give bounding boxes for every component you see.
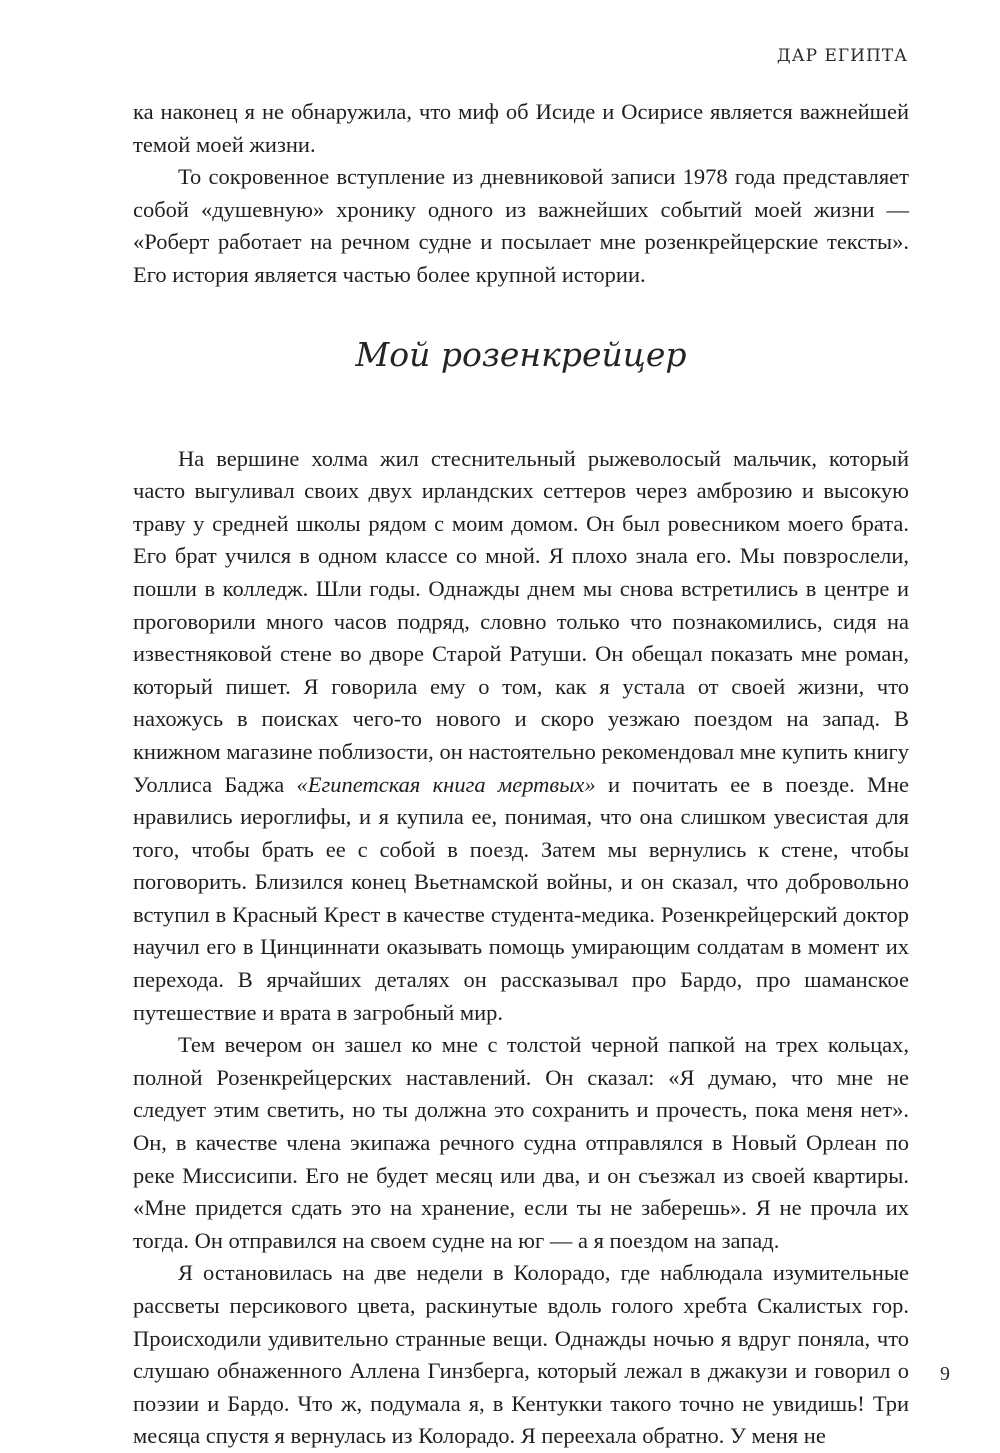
paragraph-black-folder: Тем вечером он зашел ко мне с толстой черной папкой на трех кольцах, полной Розенкрейцерских наставлений. Он сказал: «Я думаю, что мне не следует этим светить, но ты должна это сохранить и прочесть, пока меня нет». Он, в качестве члена экипажа речного судна отправлялся в Новый Орлеан по реке Миссисипи. Его не будет месяц или два, и он съезжал из своей квартиры. «Мне придется сдать это на хранение, если ты не заберешь». Я не прочла их тогда. Он отправился на своем судне на юг — а я поездом на запад. (133, 1032, 909, 1253)
paragraph-text: На вершине холма жил стеснительный рыжеволосый мальчик, который часто выгуливал своих двух ирландских сеттеров через амброзию и высокую траву у средней школы рядом с моим домом. Он был ровесником моего брата. Его брат учился в одном классе со мной. Я плохо знала его. Мы повзрослели, пошли в колледж. Шли годы. Однажды днем мы снова встретились в центре и проговорили много часов подряд, словно только что познакомились, сидя на известняковой стене во дворе Старой Ратуши. Он обещал показать мне роман, который пишет. Я говорила ему о том, как я устала от своей жизни, что нахожусь в поисках чего-то нового и скоро уезжаю поездом на запад. В книжном магазине поблизости, он настоятельно рекомендовал мне купить книгу Уоллиса Баджа (133, 445, 909, 797)
section-spacer (133, 417, 909, 443)
running-head: ДАР ЕГИПТА (776, 46, 908, 66)
book-title: «Египетская книга мертвых» (296, 771, 596, 797)
section-title: Мой розенкрейцер (355, 334, 687, 374)
page-number: 9 (940, 1363, 950, 1385)
paragraph-diary-entry: То сокровенное вступление из дневниковой записи 1978 года представляет собой «душевную» хронику одного из важнейших событий моей жизни — «Роберт работает на речном судне и посылает мне розенкрейцерские тексты». Его история является частью более крупной истории. (133, 164, 909, 287)
paragraph-colorado: Я остановилась на две недели в Колорадо, где наблюдала изумительные рассветы персикового цвета, раскинутые вдоль голого хребта Скалистых гор. Происходили удивительно странные вещи. Однажды ночью я вдруг поняла, что слушаю обнаженного Аллена Гинзберга, который лежал в джакузи и говорил о поэзии и Бардо. Что ж, подумала я, в Кентукки такого точно не увидишь! Три месяца спустя я вернулась из Колорадо. Я переехала обратно. У меня не (133, 1260, 909, 1449)
paragraph-hilltop-boy (133, 443, 909, 1030)
page-body (133, 96, 909, 1453)
paragraph-text: и почитать ее в поезде. Мне нравились иероглифы, и я купила ее, понимая, что она слишком увесистая для того, чтобы брать ее с собой в поезд. Затем мы вернулись к стене, чтобы поговорить. Близился конец Вьетнамской войны, и он сказал, что добровольно вступил в Красный Крест в качестве студента-медика. Розенкрейцерский доктор научил его в Цинциннати оказывать помощь умирающим солдатам в момент их перехода. В ярчайших деталях он рассказывал про Бардо, про шаманское путешествие и врата в загробный мир. (133, 771, 909, 1025)
paragraph-continuation: ка наконец я не обнаружила, что миф об Исиде и Осирисе является важнейшей темой моей жизни. (133, 99, 909, 157)
